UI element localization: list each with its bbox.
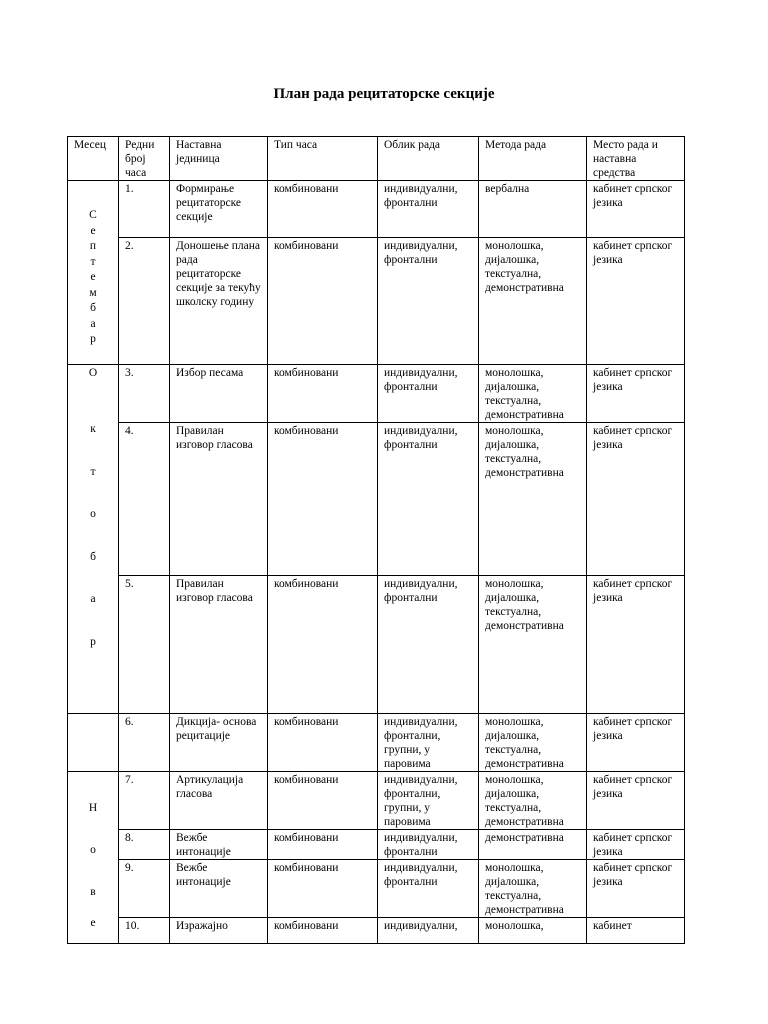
header-row — [68, 137, 685, 181]
row-form: индивидуални, фронтални — [378, 365, 479, 423]
month-september: С е п т е м б а р — [89, 209, 97, 345]
page-title: План рада рецитаторске секције — [273, 86, 495, 102]
month-november-cell — [68, 772, 119, 944]
table-row — [68, 830, 685, 860]
row-type: комбиновани — [268, 830, 378, 860]
table-row — [68, 365, 685, 423]
row-form: индивидуални, — [378, 918, 479, 944]
table-row — [68, 714, 685, 772]
row-unit: Артикулација гласова — [170, 772, 268, 830]
row-type: комбиновани — [268, 423, 378, 576]
row-form: индивидуални, фронтални — [378, 830, 479, 860]
row-unit: Формирање рецитаторске секције — [170, 181, 268, 238]
month-empty-cell — [68, 714, 119, 772]
row-number: 3. — [119, 365, 170, 423]
row-type: комбиновани — [268, 860, 378, 918]
row-form: индивидуални, фронтални — [378, 181, 479, 238]
row-form: индивидуални, фронтални, групни, у паровима — [378, 714, 479, 772]
table-row — [68, 772, 685, 830]
month-october: О к т о б а р — [88, 367, 98, 648]
row-unit: Вежбе интонације — [170, 860, 268, 918]
header-method: Метода рада — [479, 137, 587, 181]
row-type: комбиновани — [268, 181, 378, 238]
row-place: кабинет српског језика — [587, 860, 685, 918]
row-type: комбиновани — [268, 365, 378, 423]
row-place: кабинет српског језика — [587, 772, 685, 830]
header-type: Тип часа — [268, 137, 378, 181]
row-place: кабинет српског језика — [587, 238, 685, 365]
row-type: комбиновани — [268, 238, 378, 365]
table-row — [68, 860, 685, 918]
row-place: кабинет српског језика — [587, 830, 685, 860]
row-form: индивидуални, фронтални — [378, 423, 479, 576]
row-method: монолошка, дијалошка, текстуална, демонстративна — [479, 238, 587, 365]
row-number: 7. — [119, 772, 170, 830]
row-place: кабинет српског језика — [587, 714, 685, 772]
row-method: монолошка, дијалошка, текстуална, демонстративна — [479, 423, 587, 576]
table-row — [68, 918, 685, 944]
row-number: 9. — [119, 860, 170, 918]
row-number: 8. — [119, 830, 170, 860]
row-method: монолошка, дијалошка, текстуална, демонстративна — [479, 714, 587, 772]
row-type: комбиновани — [268, 714, 378, 772]
table-row — [68, 238, 685, 365]
row-place: кабинет српског језика — [587, 576, 685, 714]
row-unit: Изражајно — [170, 918, 268, 944]
row-number: 6. — [119, 714, 170, 772]
row-unit: Доношење плана рада рецитаторске секције за текућу школску годину — [170, 238, 268, 365]
month-october-cell — [68, 365, 119, 714]
row-form: индивидуални, фронтални — [378, 238, 479, 365]
row-method: монолошка, дијалошка, текстуална, демонстративна — [479, 365, 587, 423]
header-form: Облик рада — [378, 137, 479, 181]
row-unit: Избор песама — [170, 365, 268, 423]
row-type: комбиновани — [268, 576, 378, 714]
row-type: комбиновани — [268, 772, 378, 830]
row-type: комбиновани — [268, 918, 378, 944]
row-number: 4. — [119, 423, 170, 576]
row-form: индивидуални, фронтални, групни, у паровима — [378, 772, 479, 830]
month-november: Н о в е — [88, 802, 98, 929]
row-number: 10. — [119, 918, 170, 944]
row-number: 1. — [119, 181, 170, 238]
table-row — [68, 181, 685, 238]
plan-table — [67, 136, 685, 944]
header-place: Место рада и наставна средства — [587, 137, 685, 181]
row-number: 5. — [119, 576, 170, 714]
row-form: индивидуални, фронтални — [378, 576, 479, 714]
header-month: Месец — [68, 137, 119, 181]
header-unit: Наставна јединица — [170, 137, 268, 181]
row-unit: Правилан изговор гласова — [170, 423, 268, 576]
row-unit: Дикција- основа рецитације — [170, 714, 268, 772]
month-september-cell — [68, 181, 119, 365]
row-place: кабинет српског језика — [587, 423, 685, 576]
row-form: индивидуални, фронтални — [378, 860, 479, 918]
row-method: монолошка, — [479, 918, 587, 944]
row-place: кабинет — [587, 918, 685, 944]
row-unit: Правилан изговор гласова — [170, 576, 268, 714]
header-number: Редни број часа — [119, 137, 170, 181]
row-method: монолошка, дијалошка, текстуална, демонстративна — [479, 576, 587, 714]
row-method: монолошка, дијалошка, текстуална, демонстративна — [479, 772, 587, 830]
row-method: демонстративна — [479, 830, 587, 860]
row-method: вербална — [479, 181, 587, 238]
row-method: монолошка, дијалошка, текстуална, демонстративна — [479, 860, 587, 918]
row-unit: Вежбе интонације — [170, 830, 268, 860]
table-row — [68, 423, 685, 576]
row-place: кабинет српског језика — [587, 181, 685, 238]
row-number: 2. — [119, 238, 170, 365]
row-place: кабинет српског језика — [587, 365, 685, 423]
table-row — [68, 576, 685, 714]
